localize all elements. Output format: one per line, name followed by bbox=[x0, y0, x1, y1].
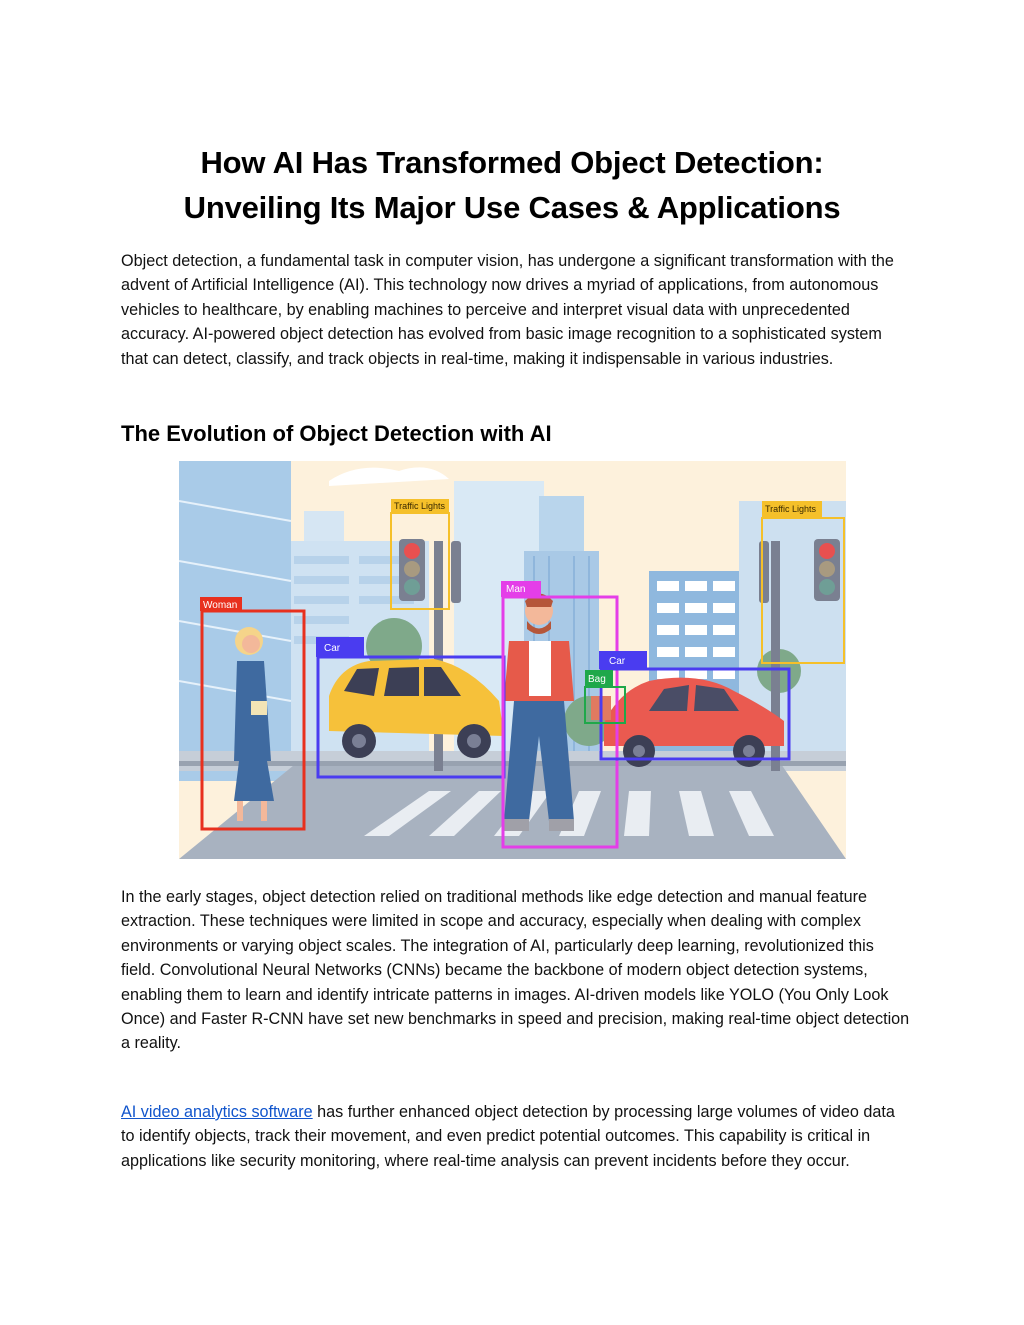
intro-paragraph: Object detection, a fundamental task in computer vision, has undergone a significant transformation with the advent of Artificial Intelligence (AI). This technology now drives a myriad of applications, from autonomous vehicles to healthcare, by enabling machines to perceive and interpret visual data with unprecedented accuracy. AI-powered object detection has evolved from basic image recognition to a sophisticated system that can detect, classify, and track objects in real-time, making it indispensable in various industries. bbox=[121, 252, 894, 368]
page-title bbox=[100, 140, 924, 230]
label-bag: Bag bbox=[588, 674, 606, 685]
label-traffic-left: Traffic Lights bbox=[394, 501, 446, 511]
label-car-right: Car bbox=[609, 656, 626, 667]
title-line-2: Unveiling Its Major Use Cases & Applications bbox=[183, 190, 841, 225]
video-analytics-text: has further enhanced object detection by processing large volumes of video data to identify objects, track their movement, and even predict potential outcomes. This capability is critical in applications like security monitoring, where real-time analysis can prevent incidents before they occur. bbox=[121, 1103, 895, 1170]
section-heading: The Evolution of Object Detection with AI bbox=[121, 421, 552, 446]
street-scene-svg bbox=[179, 461, 846, 859]
video-analytics-paragraph bbox=[121, 1100, 911, 1173]
label-man: Man bbox=[506, 584, 526, 595]
label-traffic-right: Traffic Lights bbox=[765, 504, 817, 514]
label-woman: Woman bbox=[203, 600, 238, 611]
label-car-left: Car bbox=[324, 643, 341, 654]
title-line-1: How AI Has Transformed Object Detection: bbox=[200, 145, 824, 180]
object-detection-illustration bbox=[179, 461, 846, 859]
evolution-paragraph: In the early stages, object detection relied on traditional methods like edge detection and manual feature extraction. These techniques were limited in scope and accuracy, especially when dealing with complex environments or varying object scales. The integration of AI, particularly deep learning, revolutionized this field. Convolutional Neural Networks (CNNs) became the backbone of modern object detection systems, enabling them to learn and identify intricate patterns in images. AI-driven models like YOLO (You Only Look Once) and Faster R-CNN have set new benchmarks in speed and precision, making real-time object detection a reality. bbox=[121, 888, 910, 1053]
ai-video-analytics-link[interactable]: AI video analytics software bbox=[121, 1103, 313, 1121]
